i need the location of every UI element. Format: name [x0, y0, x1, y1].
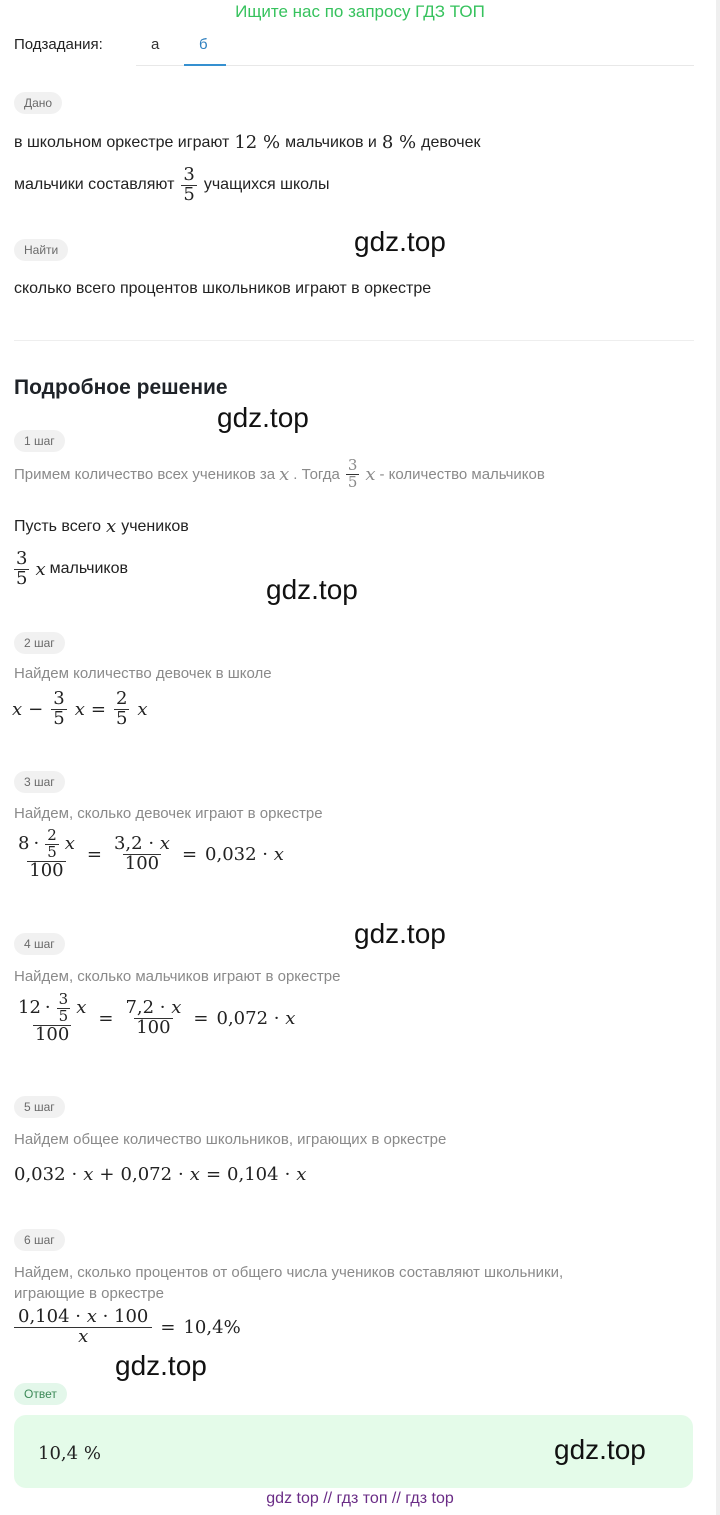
given-line-2: мальчики составляют $\frac{3}{5}$ учащихся школы: [14, 164, 330, 205]
tab-a[interactable]: а: [151, 36, 160, 53]
scrollbar[interactable]: [716, 0, 720, 1515]
step-6-formula: $\frac{0,104 \cdot x \cdot 100}{x}$ = 10,4%: [14, 1308, 241, 1347]
footer-links[interactable]: gdz top // гдз топ // гдз top: [266, 1490, 454, 1507]
step-2-hint: Найдем количество девочек в школе: [14, 665, 272, 682]
watermark: gdz.top: [266, 574, 358, 605]
step-1-hint: Примем количество всех учеников за x . Тогда $\frac{3}{5}$ x - количество мальчиков: [14, 456, 545, 491]
step-6-badge: 6 шаг: [14, 1229, 65, 1251]
step-3-formula: 8 · $\frac{2}{5}$ x 100 = $\frac{3,2 \cdot x}{100}$ = 0,032 · x: [18, 826, 284, 881]
given-badge: Дано: [14, 92, 62, 114]
step-1-badge: 1 шаг: [14, 430, 65, 452]
step-4-formula: 12 · $\frac{3}{5}$ x 100 = $\frac{7,2 \cdot x}{100}$ = 0,072 · x: [18, 990, 296, 1045]
tab-b[interactable]: б: [199, 36, 208, 53]
answer-badge: Ответ: [14, 1383, 67, 1405]
find-text: сколько всего процентов школьников играют в оркестре: [14, 280, 432, 297]
solution-title: Подробное решение: [14, 376, 228, 399]
step-5-formula: 0,032 · x + 0,072 · x = 0,104 · x: [14, 1164, 307, 1185]
step-6-hint-2: играющие в оркестре: [14, 1285, 164, 1302]
section-divider: [14, 340, 694, 341]
watermark: gdz.top: [554, 1434, 646, 1465]
find-badge: Найти: [14, 239, 68, 261]
watermark: gdz.top: [354, 226, 446, 257]
step-1-line-1: Пусть всего x учеников: [14, 516, 189, 537]
step-5-badge: 5 шаг: [14, 1096, 65, 1118]
active-tab-indicator: [184, 64, 226, 66]
step-4-badge: 4 шаг: [14, 933, 65, 955]
answer-value: 10,4 %: [38, 1443, 101, 1464]
step-2-badge: 2 шаг: [14, 632, 65, 654]
step-3-badge: 3 шаг: [14, 771, 65, 793]
step-1-line-2: $\frac{3}{5}$ x мальчиков: [16, 548, 128, 589]
given-line-1: в школьном оркестре играют 12 % мальчиков и 8 % девочек: [14, 132, 481, 153]
promo-banner[interactable]: Ищите нас по запросу ГДЗ ТОП: [235, 2, 485, 21]
watermark: gdz.top: [354, 918, 446, 949]
subtasks-label: Подзадания:: [14, 36, 103, 53]
step-4-hint: Найдем, сколько мальчиков играют в оркестре: [14, 968, 341, 985]
watermark: gdz.top: [217, 402, 309, 433]
step-3-hint: Найдем, сколько девочек играют в оркестре: [14, 805, 323, 822]
step-6-hint-1: Найдем, сколько процентов от общего числа учеников составляют школьники,: [14, 1264, 564, 1281]
step-5-hint: Найдем общее количество школьников, играющих в оркестре: [14, 1131, 447, 1148]
watermark: gdz.top: [115, 1350, 207, 1381]
step-2-formula: x − $\frac{3}{5}$ x = $\frac{2}{5}$ x: [12, 688, 148, 729]
